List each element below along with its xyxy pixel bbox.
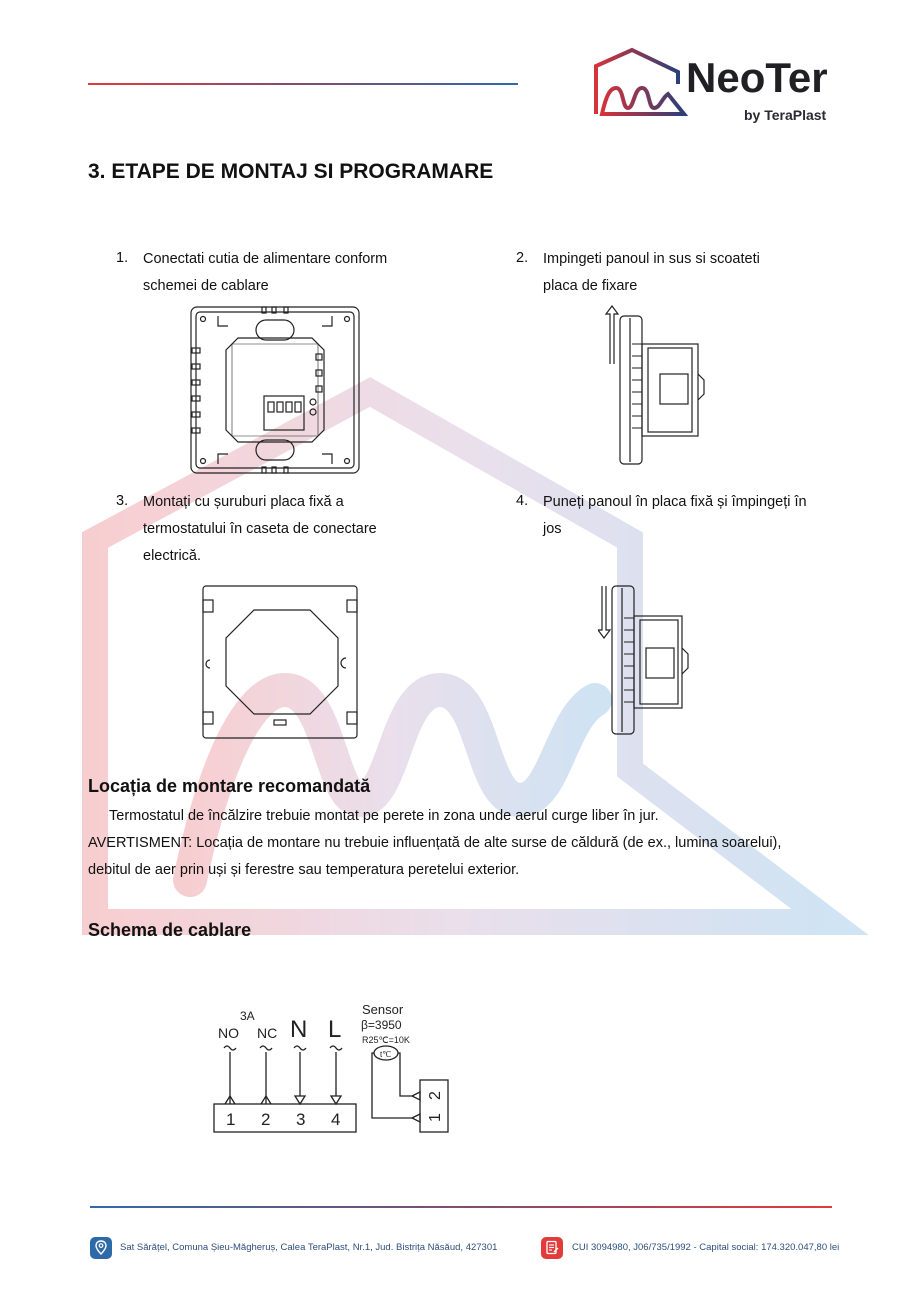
step-3-line-1: Montați cu șuruburi placa fixă a [143, 494, 344, 510]
location-line-1: Termostatul de încălzire trebuie montat pe perete in zona unde aerul curge liber în jur. [109, 808, 659, 824]
step-3-line-3: electrică. [143, 548, 202, 564]
sensor-title: Sensor [362, 1002, 404, 1017]
terminal-number-1: 1 [226, 1110, 236, 1129]
step-3-line-2: termostatului în caseta de conectare [143, 521, 377, 537]
document-icon [541, 1237, 563, 1259]
step-3-text [143, 489, 443, 570]
section-title: 3. ETAPE DE MONTAJ SI PROGRAMARE [88, 160, 494, 183]
sensor-pin-2: 2 [427, 1091, 444, 1100]
location-pin-icon [90, 1237, 112, 1259]
step-2-text [543, 246, 843, 300]
step-1-line-2: schemei de cablare [143, 278, 269, 294]
location-heading: Locația de montare recomandată [88, 776, 371, 796]
terminal-label-l: L [328, 1016, 342, 1043]
step-1-line-1: Conectati cutia de alimentare conform [143, 251, 388, 267]
brand-name: NeoTer [686, 54, 828, 101]
step-2-line-2: placa de fixare [543, 278, 638, 294]
figure-side-view-up [604, 304, 708, 468]
terminal-number-3: 3 [296, 1110, 306, 1129]
terminal-label-n: N [290, 1016, 308, 1043]
wiring-diagram [206, 996, 456, 1136]
step-1-text [143, 246, 443, 300]
sensor-symbol: t℃ [380, 1050, 392, 1059]
footer-company-info: CUI 3094980, J06/735/1992 - Capital social: 174.320.047,80 lei [572, 1242, 840, 1253]
step-2-number: 2. [516, 250, 529, 266]
sensor-beta: β=3950 [361, 1018, 402, 1032]
step-4-line-2: jos [543, 521, 562, 537]
step-4-text [543, 489, 843, 543]
terminal-number-2: 2 [261, 1110, 271, 1129]
brand-subtitle: by TeraPlast [744, 107, 827, 123]
figure-fixing-plate [200, 584, 362, 742]
wiring-heading: Schema de cablare [88, 920, 252, 940]
step-4-number: 4. [516, 493, 529, 509]
header-divider [88, 83, 518, 85]
figure-back-plate [188, 304, 362, 476]
terminal-number-4: 4 [331, 1110, 341, 1129]
footer-divider [90, 1206, 832, 1208]
step-2-line-1: Impingeti panoul in sus si scoateti [543, 251, 760, 267]
step-3-number: 3. [116, 493, 129, 509]
terminal-label-no: NO [218, 1025, 239, 1041]
sensor-pin-1: 1 [427, 1113, 444, 1122]
footer-address: Sat Sărățel, Comuna Șieu-Măgheruș, Calea TeraPlast, Nr.1, Jud. Bistrița Năsăud, 427301 [120, 1242, 498, 1253]
step-1-number: 1. [116, 250, 129, 266]
location-warning-line-2: debitul de aer prin uși și ferestre sau temperatura peretelui exterior. [88, 862, 520, 878]
sensor-resistance: R25℃=10K [362, 1035, 410, 1045]
figure-side-view-down [598, 582, 702, 738]
label-3a: 3A [240, 1009, 255, 1023]
step-4-line-1: Puneți panoul în placa fixă și împingeți în [543, 494, 807, 510]
terminal-label-nc: NC [257, 1025, 278, 1041]
location-warning-line-1: AVERTISMENT: Locația de montare nu trebuie influențată de alte surse de căldură (de ex., lumina soarelui), [88, 835, 782, 851]
